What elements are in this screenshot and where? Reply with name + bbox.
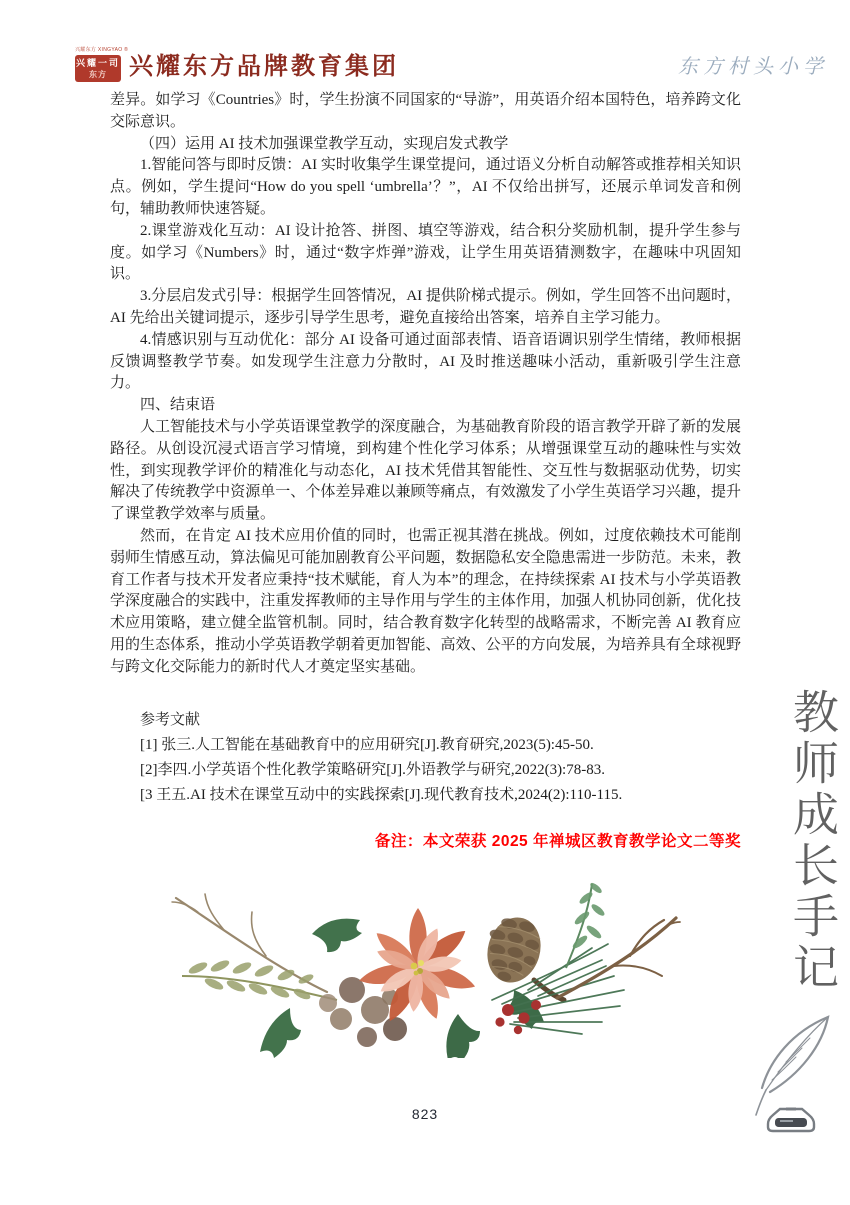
page-header — [75, 47, 830, 89]
floral-bouquet-illustration — [162, 872, 682, 1063]
paragraph: （四）运用 AI 技术加强课堂教学互动，实现启发式教学 — [140, 135, 509, 152]
logo-seal-row1: 兴耀一司 — [75, 57, 120, 68]
fern-left — [182, 958, 337, 1001]
page-number: 823 — [411, 1106, 439, 1122]
paragraph: 1.智能问答与即时反馈：AI 实时收集学生课堂提问，通过语义分析自动解答或推荐相关知识点。例如，学生提问“How do you spell ‘umbrella’？”，AI 不仅给出拼写，还展示单词发音和例句，辅助教师快速答疑。 — [110, 157, 741, 217]
paragraph: 3.分层启发式引导：根据学生回答情况，AI 提供阶梯式提示。例如，学生回答不出问题时，AI 先给出关键词提示，逐步引导学生思考，避免直接给出答案，培养自主学习能力。 — [110, 288, 741, 326]
paragraph: 差异。如学习《Countries》时，学生扮演不同国家的“导游”，用英语介绍本国特色，培养跨文化交际意识。 — [110, 92, 741, 130]
document-body — [110, 90, 741, 852]
paragraph: 人工智能技术与小学英语课堂教学的深度融合，为基础教育阶段的语言教学开辟了新的发展路径。从创设沉浸式语言学习情境，到构建个性化学习体系；从增强课堂互动的趣味性与实效性，到实现教学评价的精准化与动态化，AI 技术凭借其智能性、交互性与数据驱动优势，切实解决了传统教学中资源单一、个体差异难以兼顾等痛点，有效激发了小学生英语学习兴趣，提升了课堂教学效率与质量。 — [110, 418, 741, 523]
references-heading: 参考文献 — [140, 711, 201, 728]
quill-feather-icon — [756, 1017, 828, 1115]
paragraph: 4.情感识别与互动优化：部分 AI 设备可通过面部表情、语音语调识别学生情绪，教师根据反馈调整教学节奏。如发现学生注意力分散时，AI 及时推送趣味小活动，重新吸引学生注意力。 — [110, 331, 741, 392]
pine-cone — [478, 911, 548, 989]
floral-bouquet-svg — [162, 872, 682, 1058]
school-name: 东方村头小学 — [678, 56, 828, 78]
logo-seal — [75, 55, 121, 82]
logo-seal-row2: 东方 — [89, 69, 107, 79]
reference-list — [110, 733, 741, 808]
paragraph-list — [110, 90, 741, 679]
reference-item: [2]李四.小学英语个性化教学策略研究[J].外语教学与研究,2022(3):78-83. — [140, 761, 605, 778]
references-section — [110, 708, 741, 808]
logo-top-label: 兴耀东方 XINGYAO ® — [75, 47, 129, 53]
xingyao-seal-logo-icon — [75, 47, 129, 87]
brand-title: 兴耀东方品牌教育集团 — [129, 54, 399, 80]
reference-item: [3 王五.AI 技术在课堂互动中的实践探索[J].现代教育技术,2024(2):110-115. — [140, 786, 623, 803]
paragraph: 2.课堂游戏化互动：AI 设计抢答、拼图、填空等游戏，结合积分奖励机制，提升学生参与度。如学习《Numbers》时，通过“数字炸弹”游戏，让学生用英语猜测数字，在趣味中巩固知识。 — [110, 222, 741, 283]
reference-item: [1] 张三.人工智能在基础教育中的应用研究[J].教育研究,2023(5):45-50. — [140, 736, 594, 753]
paragraph: 然而，在肯定 AI 技术应用价值的同时，也需正视其潜在挑战。例如，过度依赖技术可能削弱师生情感互动，算法偏见可能加剧教育公平问题，数据隐私安全隐患需进一步防范。未来，教育工作者与技术开发者应秉持“技术赋能，育人为本”的理念，在持续探索 AI 技术与小学英语教学深度融合的实践中，注重发挥教师的主导作用与学生的主体作用，加强人机协同创新，优化技术应用策略，建立健全监管机制。同时，结合教育数字化转型的战略需求，不断完善 AI 教育应用的生态体系，推动小学英语教学朝着更加智能、高效、公平的方向发展，为培养具有全球视野与跨文化交际能力的新时代人才奠定坚实基础。 — [110, 527, 741, 675]
paragraph: 四、结束语 — [140, 397, 216, 414]
award-note: 备注：本文荣获 2025 年禅城区教育教学论文二等奖 — [374, 832, 741, 850]
calligraphy-motto: 教师成长手记 — [786, 688, 840, 994]
